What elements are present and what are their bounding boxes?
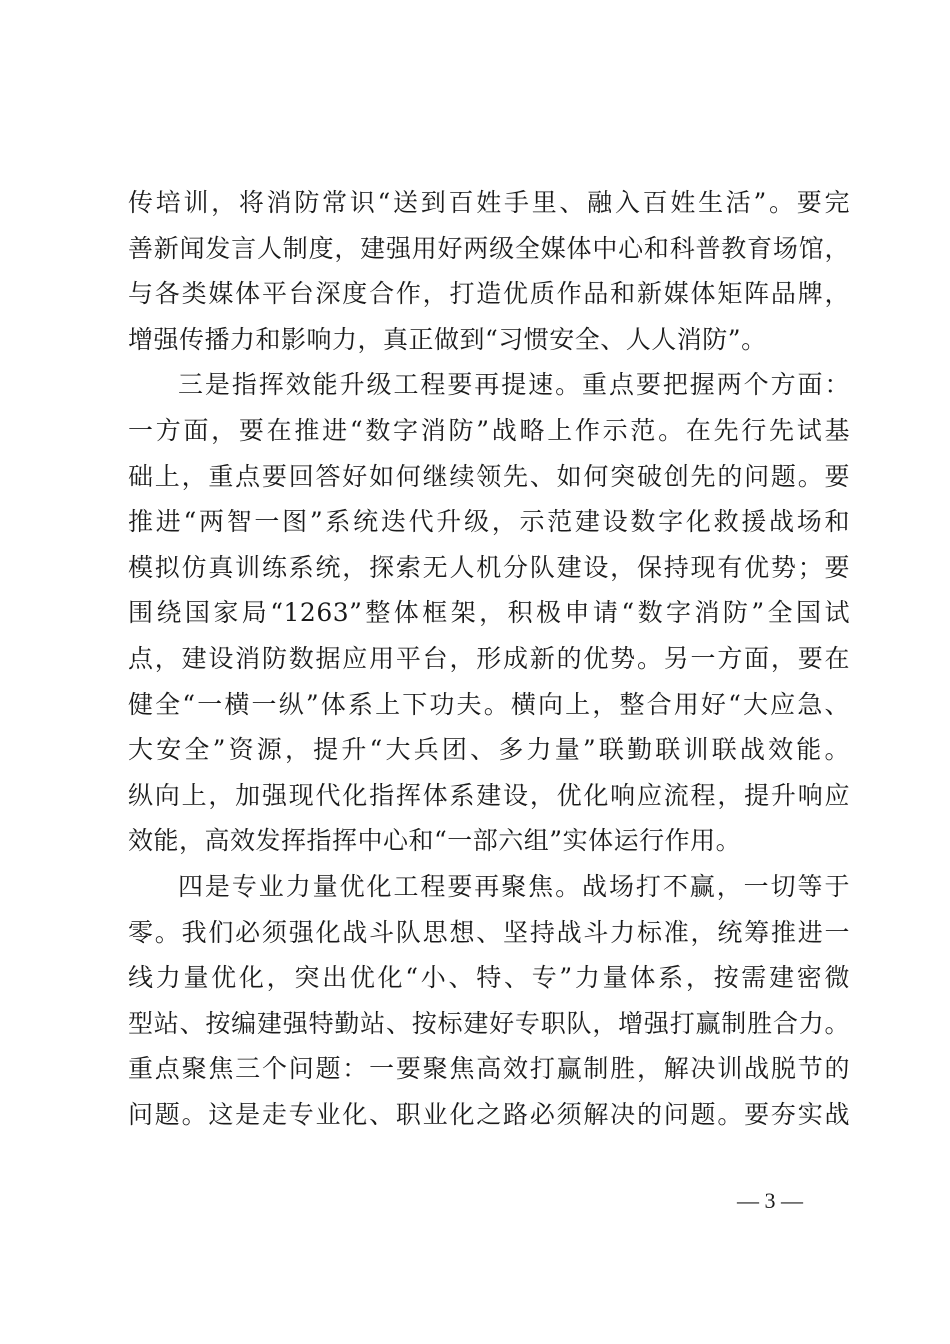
text-line: 善新闻发言人制度，建强用好两级全媒体中心和科普教育场馆， (128, 233, 850, 263)
text-line: 推进“两智一图”系统迭代升级，示范建设数字化救援战场和 (128, 507, 850, 537)
page-number: — 3 — (737, 1188, 803, 1213)
text-line: 问题。这是走专业化、职业化之路必须解决的问题。要夯实战 (128, 1099, 850, 1129)
text-line: 线力量优化，突出优化“小、特、专”力量体系，按需建密微 (128, 963, 850, 993)
text-line: 零。我们必须强化战斗队思想、坚持战斗力标准，统筹推进一 (128, 917, 850, 947)
text-line: 纵向上，加强现代化指挥体系建设，优化响应流程，提升响应 (128, 780, 850, 810)
text-line: 围绕国家局“1263”整体框架，积极申请“数字消防”全国试 (128, 598, 850, 628)
text-line: 增强传播力和影响力，真正做到“习惯安全、人人消防”。 (128, 324, 767, 354)
text-line: 型站、按编建强特勤站、按标建好专职队，增强打赢制胜合力。 (128, 1008, 850, 1038)
text-line: 模拟仿真训练系统，探索无人机分队建设，保持现有优势；要 (128, 552, 850, 582)
text-line: 与各类媒体平台深度合作，打造优质作品和新媒体矩阵品牌， (128, 279, 850, 309)
text-line: 点，建设消防数据应用平台，形成新的优势。另一方面，要在 (128, 643, 850, 673)
text-line: 重点聚焦三个问题：一要聚焦高效打赢制胜，解决训战脱节的 (128, 1054, 850, 1084)
text-line: 效能，高效发挥指挥中心和“一部六组”实体运行作用。 (128, 826, 742, 856)
paragraph-heading-line: 四是专业力量优化工程要再聚焦。战场打不赢，一切等于 (178, 871, 850, 901)
text-line: 传培训，将消防常识“送到百姓手里、融入百姓生活”。要完 (128, 188, 850, 217)
text-line: 础上，重点要回答好如何继续领先、如何突破创先的问题。要 (128, 461, 850, 491)
text-line: 一方面，要在推进“数字消防”战略上作示范。在先行先试基 (128, 415, 850, 445)
paragraph-heading-line: 三是指挥效能升级工程要再提速。重点要把握两个方面： (178, 370, 850, 400)
text-line: 健全“一横一纵”体系上下功夫。横向上，整合用好“大应急、 (128, 689, 850, 719)
body-text (128, 180, 850, 1137)
text-line: 大安全”资源，提升“大兵团、多力量”联勤联训联战效能。 (128, 735, 850, 765)
